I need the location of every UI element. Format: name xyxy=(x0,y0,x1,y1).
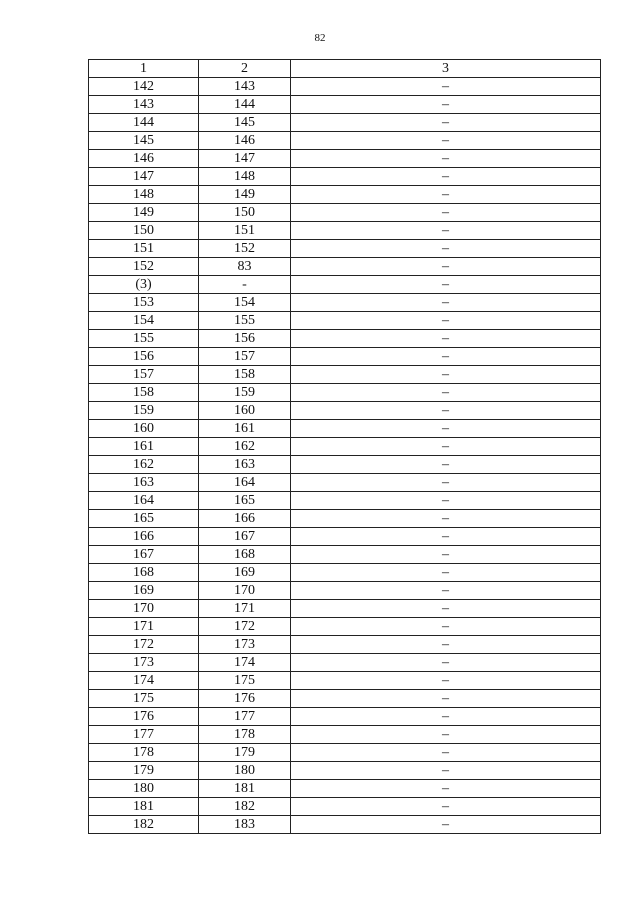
table-row xyxy=(89,168,601,186)
table-cell: 167 xyxy=(199,528,291,546)
table-cell: 159 xyxy=(89,402,199,420)
table-cell: 177 xyxy=(89,726,199,744)
table-cell: 172 xyxy=(199,618,291,636)
table-cell: – xyxy=(291,240,601,258)
table-cell: 146 xyxy=(199,132,291,150)
table-header-row xyxy=(89,60,601,78)
table-cell: – xyxy=(291,510,601,528)
table-cell: – xyxy=(291,312,601,330)
table-cell: 171 xyxy=(199,600,291,618)
table-row xyxy=(89,96,601,114)
table-cell: 181 xyxy=(199,780,291,798)
table-row xyxy=(89,114,601,132)
table-cell: – xyxy=(291,798,601,816)
table-row xyxy=(89,456,601,474)
table-cell: 174 xyxy=(199,654,291,672)
table-cell: – xyxy=(291,600,601,618)
table-row xyxy=(89,636,601,654)
table-cell: – xyxy=(291,816,601,834)
table-cell: – xyxy=(291,582,601,600)
table-cell: – xyxy=(291,186,601,204)
column-header: 3 xyxy=(291,60,601,78)
column-header: 2 xyxy=(199,60,291,78)
table-cell: 163 xyxy=(89,474,199,492)
table-cell: – xyxy=(291,366,601,384)
table-cell: – xyxy=(291,492,601,510)
table-cell: – xyxy=(291,456,601,474)
table-cell: – xyxy=(291,654,601,672)
column-header: 1 xyxy=(89,60,199,78)
table-cell: 164 xyxy=(199,474,291,492)
table-row xyxy=(89,474,601,492)
table-cell: 182 xyxy=(89,816,199,834)
table-cell: 143 xyxy=(89,96,199,114)
table-cell: – xyxy=(291,276,601,294)
table-cell: 175 xyxy=(89,690,199,708)
table-row xyxy=(89,402,601,420)
table-cell: 157 xyxy=(89,366,199,384)
table-cell: 158 xyxy=(89,384,199,402)
table-cell: 180 xyxy=(199,762,291,780)
table-row xyxy=(89,294,601,312)
table-cell: 147 xyxy=(89,168,199,186)
table-cell: 152 xyxy=(199,240,291,258)
table-cell: 149 xyxy=(89,204,199,222)
table-cell: 173 xyxy=(199,636,291,654)
table-cell: 179 xyxy=(199,744,291,762)
table-cell: 178 xyxy=(89,744,199,762)
table-body xyxy=(89,78,601,834)
table-cell: 172 xyxy=(89,636,199,654)
table-cell: 148 xyxy=(199,168,291,186)
table-cell: 162 xyxy=(89,456,199,474)
table-row xyxy=(89,744,601,762)
table-row xyxy=(89,564,601,582)
table-cell: – xyxy=(291,744,601,762)
table-cell: 170 xyxy=(199,582,291,600)
table-row xyxy=(89,816,601,834)
table-cell: 174 xyxy=(89,672,199,690)
table-cell: 166 xyxy=(89,528,199,546)
table-cell: 162 xyxy=(199,438,291,456)
table-cell: 177 xyxy=(199,708,291,726)
data-table xyxy=(88,59,601,834)
table-row xyxy=(89,222,601,240)
table-row xyxy=(89,618,601,636)
table-cell: 154 xyxy=(89,312,199,330)
table-cell: – xyxy=(291,132,601,150)
table-cell: 142 xyxy=(89,78,199,96)
table-cell: – xyxy=(291,726,601,744)
table-cell: 146 xyxy=(89,150,199,168)
table-row xyxy=(89,726,601,744)
table-cell: 176 xyxy=(89,708,199,726)
table-cell: – xyxy=(291,330,601,348)
table-cell: – xyxy=(291,96,601,114)
table-row xyxy=(89,492,601,510)
table-cell: – xyxy=(291,564,601,582)
table-cell: 145 xyxy=(199,114,291,132)
table-row xyxy=(89,204,601,222)
table-cell: 171 xyxy=(89,618,199,636)
table-cell: 143 xyxy=(199,78,291,96)
table-cell: 151 xyxy=(89,240,199,258)
table-cell: 176 xyxy=(199,690,291,708)
table-cell: 148 xyxy=(89,186,199,204)
table-cell: – xyxy=(291,474,601,492)
table-row xyxy=(89,528,601,546)
table-cell: 159 xyxy=(199,384,291,402)
table-cell: – xyxy=(291,528,601,546)
table-row xyxy=(89,78,601,96)
table-cell: 173 xyxy=(89,654,199,672)
table-cell: – xyxy=(291,780,601,798)
table-cell: – xyxy=(291,690,601,708)
table-cell: 170 xyxy=(89,600,199,618)
table-cell: 144 xyxy=(199,96,291,114)
table-cell: – xyxy=(291,708,601,726)
table-row xyxy=(89,654,601,672)
table-row xyxy=(89,672,601,690)
table-cell: – xyxy=(291,402,601,420)
table-cell: 156 xyxy=(89,348,199,366)
table-cell: 165 xyxy=(89,510,199,528)
table-row xyxy=(89,762,601,780)
table-cell: – xyxy=(291,150,601,168)
table-cell: 179 xyxy=(89,762,199,780)
table-cell: 149 xyxy=(199,186,291,204)
table-cell: 178 xyxy=(199,726,291,744)
table-cell: 169 xyxy=(199,564,291,582)
table-cell: 160 xyxy=(89,420,199,438)
table-row xyxy=(89,708,601,726)
table-cell: 166 xyxy=(199,510,291,528)
table-cell: 144 xyxy=(89,114,199,132)
table-cell: 151 xyxy=(199,222,291,240)
table-row xyxy=(89,798,601,816)
table-cell: 154 xyxy=(199,294,291,312)
table-row xyxy=(89,780,601,798)
table-cell: – xyxy=(291,168,601,186)
table-cell: 156 xyxy=(199,330,291,348)
table-cell: (3) xyxy=(89,276,199,294)
table-cell: 169 xyxy=(89,582,199,600)
table-row xyxy=(89,240,601,258)
table-cell: – xyxy=(291,222,601,240)
table-cell: 83 xyxy=(199,258,291,276)
table-cell: – xyxy=(291,636,601,654)
page-number: 82 xyxy=(314,32,326,44)
table-cell: – xyxy=(291,672,601,690)
table-cell: – xyxy=(291,348,601,366)
table-cell: 165 xyxy=(199,492,291,510)
table-cell: – xyxy=(291,294,601,312)
table-row xyxy=(89,186,601,204)
table-cell: – xyxy=(291,204,601,222)
table-cell: 167 xyxy=(89,546,199,564)
table-cell: - xyxy=(199,276,291,294)
table-cell: 147 xyxy=(199,150,291,168)
table-cell: 181 xyxy=(89,798,199,816)
table-cell: 161 xyxy=(199,420,291,438)
table-row xyxy=(89,384,601,402)
table-cell: – xyxy=(291,258,601,276)
table-cell: 145 xyxy=(89,132,199,150)
table-cell: 160 xyxy=(199,402,291,420)
table-row xyxy=(89,330,601,348)
table-cell: 175 xyxy=(199,672,291,690)
table-cell: 163 xyxy=(199,456,291,474)
table-cell: 152 xyxy=(89,258,199,276)
table-row xyxy=(89,366,601,384)
table-row xyxy=(89,276,601,294)
table-row xyxy=(89,312,601,330)
table-cell: 155 xyxy=(199,312,291,330)
table-cell: 157 xyxy=(199,348,291,366)
table-row xyxy=(89,582,601,600)
table-row xyxy=(89,438,601,456)
table-cell: 168 xyxy=(89,564,199,582)
table-row xyxy=(89,258,601,276)
table-cell: – xyxy=(291,618,601,636)
table-cell: 155 xyxy=(89,330,199,348)
table-cell: 158 xyxy=(199,366,291,384)
table-cell: 182 xyxy=(199,798,291,816)
table-cell: 183 xyxy=(199,816,291,834)
table-row xyxy=(89,150,601,168)
table-cell: 180 xyxy=(89,780,199,798)
table-cell: – xyxy=(291,546,601,564)
table-row xyxy=(89,132,601,150)
table-row xyxy=(89,420,601,438)
table-cell: – xyxy=(291,114,601,132)
table-row xyxy=(89,510,601,528)
table-cell: 150 xyxy=(199,204,291,222)
table-cell: 161 xyxy=(89,438,199,456)
table-row xyxy=(89,546,601,564)
table-cell: – xyxy=(291,78,601,96)
table-cell: – xyxy=(291,762,601,780)
table-row xyxy=(89,690,601,708)
table-cell: 164 xyxy=(89,492,199,510)
table-cell: – xyxy=(291,438,601,456)
table-cell: 153 xyxy=(89,294,199,312)
table-cell: – xyxy=(291,420,601,438)
table-row xyxy=(89,348,601,366)
table-row xyxy=(89,600,601,618)
table-cell: 150 xyxy=(89,222,199,240)
table-cell: 168 xyxy=(199,546,291,564)
table-cell: – xyxy=(291,384,601,402)
